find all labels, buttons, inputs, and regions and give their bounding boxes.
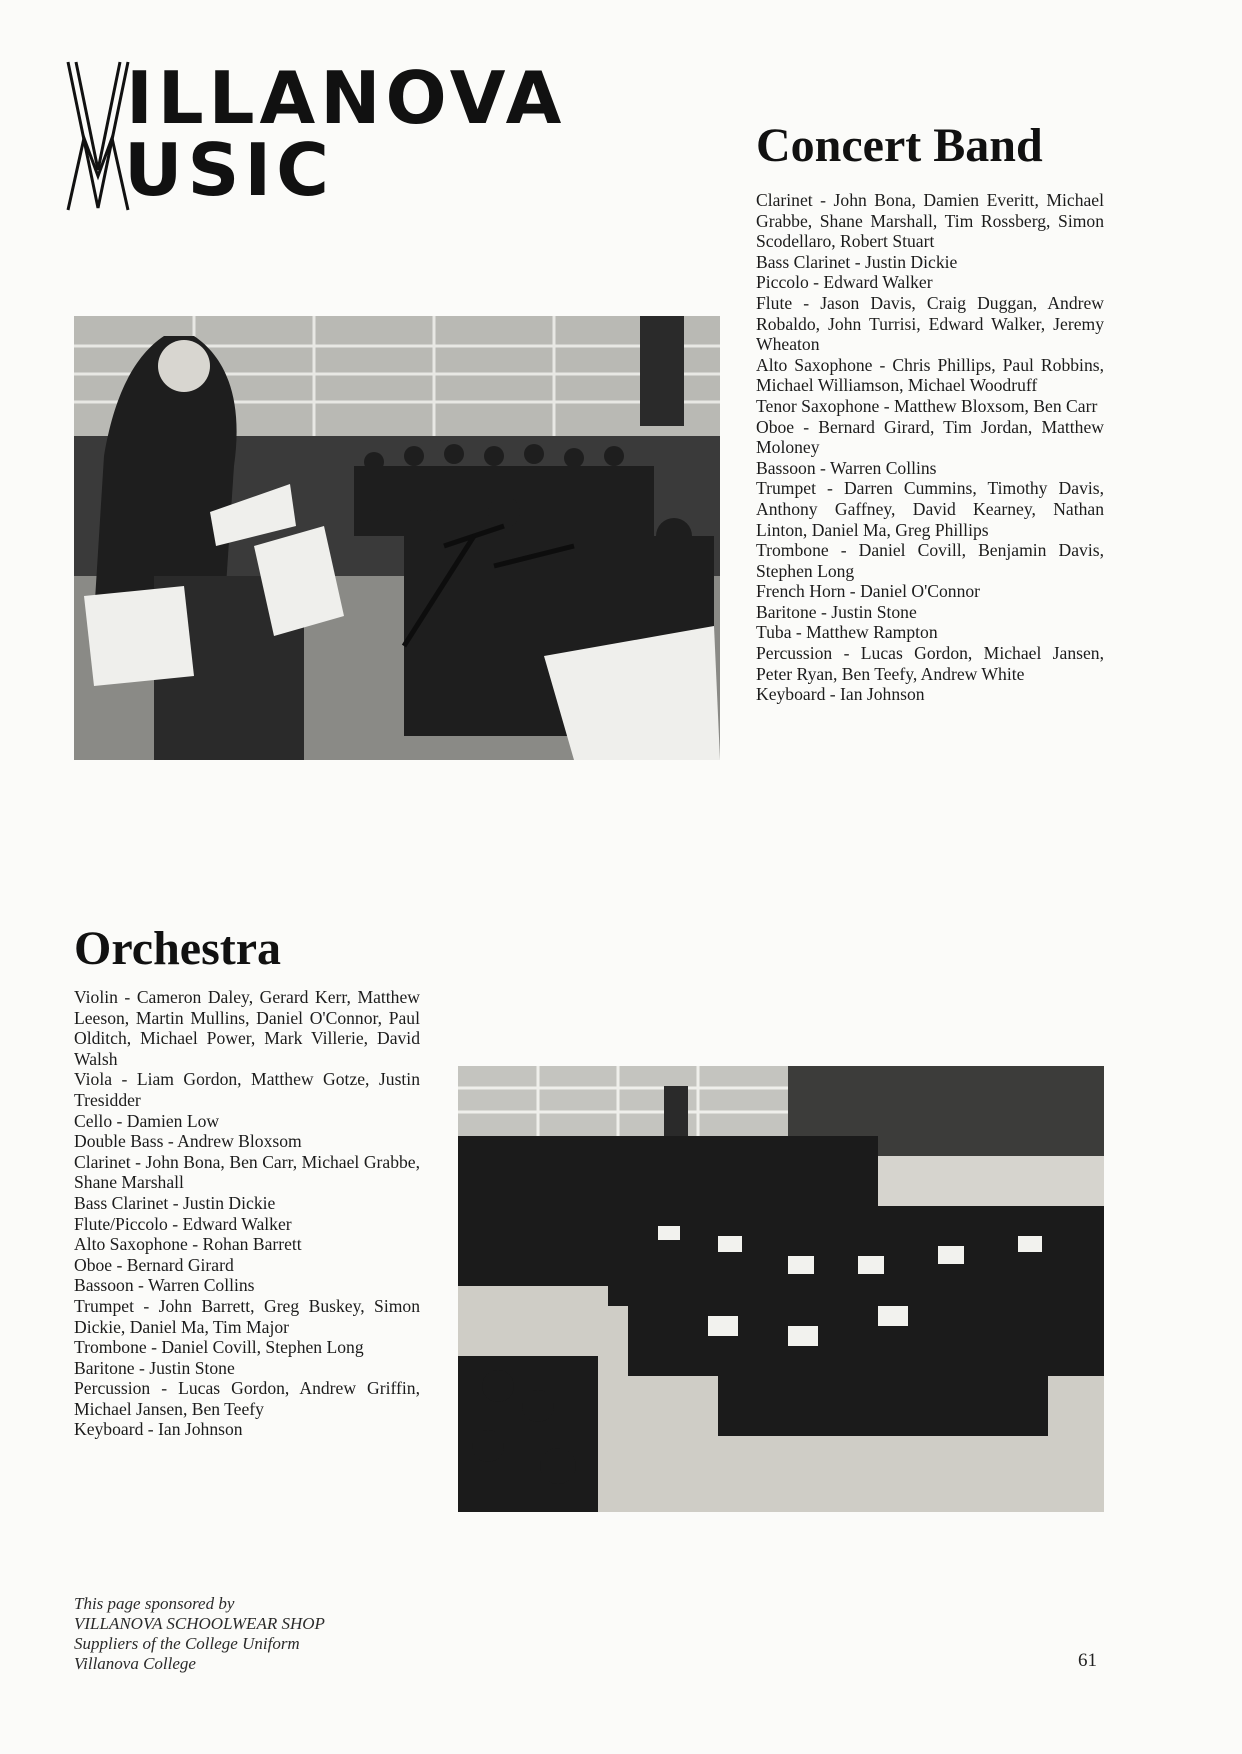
list-item: Percussion - Lucas Gordon, Michael Jansen, Peter Ryan, Ben Teefy, Andrew White <box>756 643 1104 684</box>
list-item: Trumpet - Darren Cummins, Timothy Davis, Anthony Gaffney, David Kearney, Nathan Linton, Daniel Ma, Greg Phillips <box>756 478 1104 540</box>
sponsor-line: Villanova College <box>74 1654 196 1673</box>
concert-band-photo <box>74 316 720 760</box>
logo-line-1: ILLANOVA <box>126 56 567 140</box>
list-item: Viola - Liam Gordon, Matthew Gotze, Justin Tresidder <box>74 1069 420 1110</box>
orchestra-photo <box>458 1066 1104 1512</box>
list-item: Clarinet - John Bona, Ben Carr, Michael Grabbe, Shane Marshall <box>74 1151 420 1193</box>
list-item: Alto Saxophone - Rohan Barrett <box>74 1234 302 1255</box>
list-item: Bass Clarinet - Justin Dickie <box>756 251 958 272</box>
list-item: Bass Clarinet - Justin Dickie <box>74 1192 276 1213</box>
villanova-v-emblem-icon <box>66 58 130 218</box>
list-item: Keyboard - Ian Johnson <box>756 684 925 705</box>
list-item: Violin - Cameron Daley, Gerard Kerr, Matthew Leeson, Martin Mullins, Daniel O'Connor, Paul Olditch, Michael Power, Mark Villerie, David Walsh <box>74 987 420 1069</box>
list-item: French Horn - Daniel O'Connor <box>756 581 981 602</box>
list-item: Cello - Damien Low <box>74 1110 220 1131</box>
list-item: Double Bass - Andrew Bloxsom <box>74 1131 302 1152</box>
sponsor-note <box>74 1594 325 1674</box>
list-item: Trombone - Daniel Covill, Benjamin Davis, Stephen Long <box>756 540 1104 581</box>
list-item: Flute - Jason Davis, Craig Duggan, Andrew Robaldo, John Turrisi, Edward Walker, Jeremy Wheaton <box>756 292 1104 355</box>
sponsor-line: Suppliers of the College Uniform <box>74 1634 300 1653</box>
concert-band-roster <box>756 190 1104 705</box>
list-item: Oboe - Bernard Girard <box>74 1254 234 1275</box>
list-item: Percussion - Lucas Gordon, Andrew Griffin, Michael Jansen, Ben Teefy <box>74 1378 420 1419</box>
list-item: Trombone - Daniel Covill, Stephen Long <box>74 1337 364 1358</box>
sponsor-line: VILLANOVA SCHOOLWEAR SHOP <box>74 1614 325 1633</box>
list-item: Baritone - Justin Stone <box>74 1357 235 1378</box>
list-item: Oboe - Bernard Girard, Tim Jordan, Matthew Moloney <box>756 416 1104 458</box>
orchestra-roster <box>74 987 420 1440</box>
list-item: Alto Saxophone - Chris Phillips, Paul Robbins, Michael Williamson, Michael Woodruff <box>756 354 1104 396</box>
sponsor-line: This page sponsored by <box>74 1594 235 1613</box>
villanova-music-logo <box>66 58 586 218</box>
list-item: Bassoon - Warren Collins <box>74 1275 255 1296</box>
orchestra-title: Orchestra <box>74 922 282 975</box>
list-item: Trumpet - John Barrett, Greg Buskey, Simon Dickie, Daniel Ma, Tim Major <box>74 1295 420 1337</box>
list-item: Bassoon - Warren Collins <box>756 457 937 478</box>
concert-band-title: Concert Band <box>756 119 1043 172</box>
logo-line-2: USIC <box>124 128 334 212</box>
list-item: Baritone - Justin Stone <box>756 601 917 622</box>
page-number: 61 <box>1078 1650 1097 1671</box>
list-item: Keyboard - Ian Johnson <box>74 1419 243 1440</box>
list-item: Tenor Saxophone - Matthew Bloxsom, Ben Carr <box>756 395 1098 416</box>
list-item: Piccolo - Edward Walker <box>756 272 933 293</box>
list-item: Tuba - Matthew Rampton <box>756 622 938 643</box>
list-item: Flute/Piccolo - Edward Walker <box>74 1213 292 1234</box>
list-item: Clarinet - John Bona, Damien Everitt, Michael Grabbe, Shane Marshall, Tim Rossberg, Simon Scodellaro, Robert Stuart <box>756 190 1104 252</box>
